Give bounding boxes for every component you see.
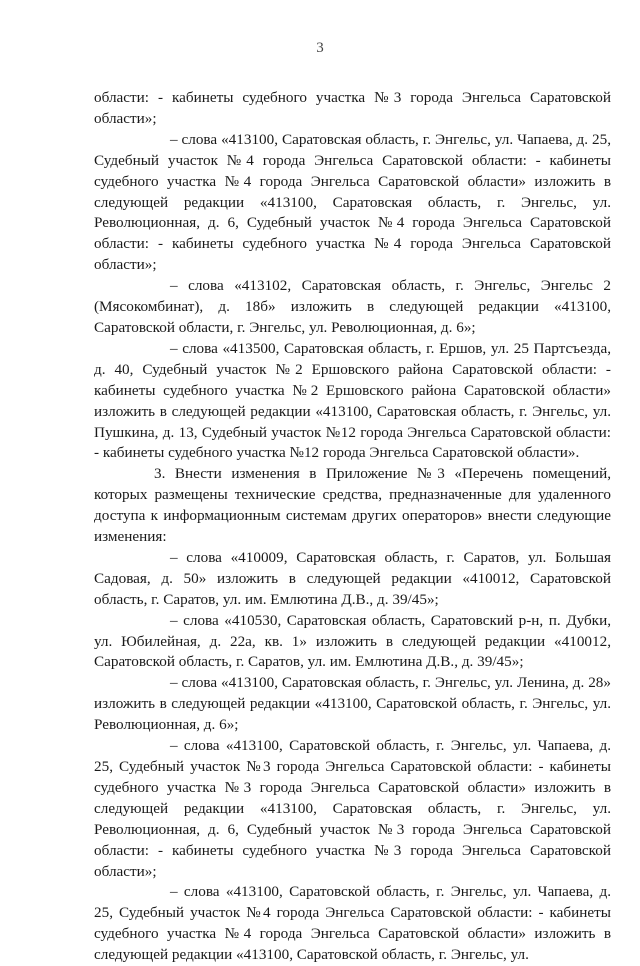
paragraph-amendment-saratov-sadovaya: – слова «410009, Саратовская область, г. Саратов, ул. Большая Садовая, д. 50» изложить в следующей редакции «410012, Саратовской область, г. Саратов, ул. им. Емлютина Д.В., д. 39/45»; [94,548,611,608]
paragraph-amendment-sud-4: – слова «413100, Саратовская область, г. Энгельс, ул. Чапаева, д. 25, Судебный участок №4 города Энгельса Саратовской области: - кабинеты судебного участка №4 города Энгельса Саратовской области» изложить в следующей редакции «413100, Саратовская область, г. Энгельс, ул. Революционная, д. 6, Судебный участок №4 города Энгельса Саратовской области: - кабинеты судебного участка №4 города Энгельса Саратовской области»; [94,130,611,274]
paragraph-amendment-sud-3: – слова «413100, Саратовской область, г. Энгельс, ул. Чапаева, д. 25, Судебный участок №3 города Энгельса Саратовской области: - кабинеты судебного участка №3 города Энгельса Саратовской области» изложить в следующей редакции «413100, Саратовская область, г. Энгельс, ул. Революционная, д. 6, Судебный участок №3 города Энгельса Саратовской области: - кабинеты судебного участка №3 города Энгельса Саратовской области»; [94,737,611,880]
paragraph-amendment-dubki: – слова «410530, Саратовская область, Саратовский р-н, п. Дубки, ул. Юбилейная, д. 22а, кв. 1» изложить в следующей редакции «410012, Саратовской область, г. Саратов, ул. им. Емлютина Д.В., д. 39/45»; [94,611,611,671]
document-body [94,88,611,966]
paragraph-item-3: 3. Внести изменения в Приложение №3 «Перечень помещений, которых размещены технические средства, предназначенные для удаленного доступа к информационным системам других операторов» внести следующие изменения: [94,465,611,546]
page-number: 3 [316,40,324,56]
paragraph-amendment-ershov: – слова «413500, Саратовская область, г. Ершов, ул. 25 Партсъезда, д. 40, Судебный участок №2 Ершовского района Саратовской области: - кабинеты судебного участка №2 Ершовского района Саратовской области» изложить в следующей редакции «413100, Саратовская область, г. Энгельс, ул. Пушкина, д. 13, Судебный участок №12 города Энгельса Саратовской области: - кабинеты судебного участка №12 города Энгельса Саратовской области». [94,339,611,462]
paragraph-amendment-myasokombinat: – слова «413102, Саратовская область, г. Энгельс, Энгельс 2 (Мясокомбинат), д. 18б» изложить в следующей редакции «413100, Саратовской области, г. Энгельс, ул. Революционная, д. 6»; [94,277,611,336]
paragraph-amendment-lenina: – слова «413100, Саратовская область, г. Энгельс, ул. Ленина, д. 28» изложить в следующей редакции «413100, Саратовской область, г. Энгельс, ул. Революционная, д. 6»; [94,674,611,734]
paragraph-amendment-sud-4-b: – слова «413100, Саратовской область, г. Энгельс, ул. Чапаева, д. 25, Судебный участок №4 города Энгельса Саратовской области: - кабинеты судебного участка №4 города Энгельса Саратовской области» изложить в следующей редакции «413100, Саратовской область, г. Энгельс, ул. [94,883,611,964]
paragraph-continuation: области: - кабинеты судебного участка №3 города Энгельса Саратовской области»; [94,89,611,127]
